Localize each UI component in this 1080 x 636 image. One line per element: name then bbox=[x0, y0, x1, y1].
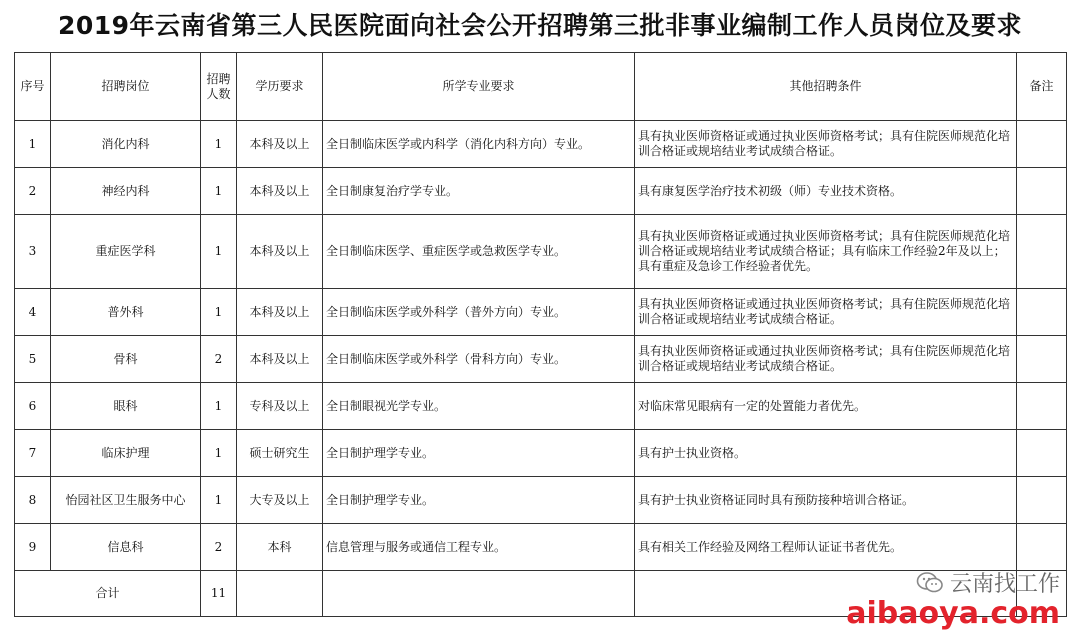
page-title: 2019年云南省第三人民医院面向社会公开招聘第三批非事业编制工作人员岗位及要求 bbox=[57, 11, 1023, 40]
header-position: 招聘岗位 bbox=[51, 53, 201, 121]
table-row bbox=[15, 477, 1067, 524]
cell-major: 全日制护理学专业。 bbox=[323, 430, 635, 477]
cell-remark bbox=[1017, 121, 1067, 168]
cell-position: 神经内科 bbox=[51, 168, 201, 215]
cell-position: 骨科 bbox=[51, 336, 201, 383]
watermark-line1: 云南找工作 bbox=[949, 572, 1060, 597]
header-remark: 备注 bbox=[1017, 53, 1067, 121]
cell-education: 本科 bbox=[237, 524, 323, 571]
cell-education: 专科及以上 bbox=[237, 383, 323, 430]
cell-count: 1 bbox=[201, 215, 237, 289]
header-education: 学历要求 bbox=[237, 53, 323, 121]
cell-remark bbox=[1017, 383, 1067, 430]
table-row bbox=[15, 430, 1067, 477]
cell-remark bbox=[1017, 430, 1067, 477]
header-major: 所学专业要求 bbox=[323, 53, 635, 121]
cell-index: 6 bbox=[15, 383, 51, 430]
cell-major: 全日制临床医学、重症医学或急救医学专业。 bbox=[323, 215, 635, 289]
cell-other: 具有执业医师资格证或通过执业医师资格考试；具有住院医师规范化培训合格证或规培结业考试成绩合格证。 bbox=[635, 121, 1017, 168]
cell-other: 具有相关工作经验及网络工程师认证证书者优先。 bbox=[635, 524, 1017, 571]
table-row bbox=[15, 121, 1067, 168]
cell-count: 1 bbox=[201, 477, 237, 524]
cell-position: 眼科 bbox=[51, 383, 201, 430]
cell-index: 8 bbox=[15, 477, 51, 524]
cell-other: 具有执业医师资格证或通过执业医师资格考试；具有住院医师规范化培训合格证或规培结业考试成绩合格证；具有临床工作经验2年及以上；具有重症及急诊工作经验者优先。 bbox=[635, 215, 1017, 289]
cell-position: 怡园社区卫生服务中心 bbox=[51, 477, 201, 524]
recruitment-table bbox=[14, 52, 1067, 617]
cell-major: 全日制护理学专业。 bbox=[323, 477, 635, 524]
table-row bbox=[15, 336, 1067, 383]
cell-index: 3 bbox=[15, 215, 51, 289]
total-label: 合计 bbox=[15, 571, 201, 617]
cell-position: 消化内科 bbox=[51, 121, 201, 168]
cell-count: 1 bbox=[201, 430, 237, 477]
header-other: 其他招聘条件 bbox=[635, 53, 1017, 121]
cell-other: 具有护士执业资格。 bbox=[635, 430, 1017, 477]
watermark bbox=[846, 567, 1060, 630]
cell-index: 5 bbox=[15, 336, 51, 383]
cell-major: 全日制临床医学或外科学（普外方向）专业。 bbox=[323, 289, 635, 336]
cell-count: 2 bbox=[201, 524, 237, 571]
wechat-icon bbox=[916, 571, 944, 595]
cell-education: 本科及以上 bbox=[237, 215, 323, 289]
cell-education: 本科及以上 bbox=[237, 289, 323, 336]
total-empty-major bbox=[323, 571, 635, 617]
table-row bbox=[15, 383, 1067, 430]
table-row bbox=[15, 215, 1067, 289]
cell-remark bbox=[1017, 289, 1067, 336]
cell-other: 具有康复医学治疗技术初级（师）专业技术资格。 bbox=[635, 168, 1017, 215]
cell-position: 普外科 bbox=[51, 289, 201, 336]
cell-index: 9 bbox=[15, 524, 51, 571]
table-row bbox=[15, 524, 1067, 571]
cell-major: 信息管理与服务或通信工程专业。 bbox=[323, 524, 635, 571]
watermark-line2: aibaoya.com bbox=[846, 596, 1060, 631]
cell-position: 重症医学科 bbox=[51, 215, 201, 289]
total-empty-education bbox=[237, 571, 323, 617]
cell-index: 4 bbox=[15, 289, 51, 336]
cell-count: 1 bbox=[201, 383, 237, 430]
cell-other: 具有执业医师资格证或通过执业医师资格考试；具有住院医师规范化培训合格证或规培结业考试成绩合格证。 bbox=[635, 336, 1017, 383]
cell-education: 大专及以上 bbox=[237, 477, 323, 524]
cell-other: 具有执业医师资格证或通过执业医师资格考试；具有住院医师规范化培训合格证或规培结业考试成绩合格证。 bbox=[635, 289, 1017, 336]
cell-index: 1 bbox=[15, 121, 51, 168]
cell-major: 全日制康复治疗学专业。 bbox=[323, 168, 635, 215]
cell-remark bbox=[1017, 336, 1067, 383]
cell-other: 对临床常见眼病有一定的处置能力者优先。 bbox=[635, 383, 1017, 430]
cell-position: 临床护理 bbox=[51, 430, 201, 477]
cell-count: 1 bbox=[201, 168, 237, 215]
cell-count: 1 bbox=[201, 121, 237, 168]
cell-education: 本科及以上 bbox=[237, 168, 323, 215]
header-index: 序号 bbox=[15, 53, 51, 121]
header-count: 招聘人数 bbox=[201, 53, 237, 121]
cell-count: 2 bbox=[201, 336, 237, 383]
cell-index: 2 bbox=[15, 168, 51, 215]
cell-education: 硕士研究生 bbox=[237, 430, 323, 477]
table-row bbox=[15, 289, 1067, 336]
cell-remark bbox=[1017, 168, 1067, 215]
cell-education: 本科及以上 bbox=[237, 336, 323, 383]
table-header-row bbox=[15, 53, 1067, 121]
cell-index: 7 bbox=[15, 430, 51, 477]
watermark-line1-wrap bbox=[846, 567, 1060, 598]
cell-remark bbox=[1017, 215, 1067, 289]
cell-other: 具有护士执业资格证同时具有预防接种培训合格证。 bbox=[635, 477, 1017, 524]
cell-position: 信息科 bbox=[51, 524, 201, 571]
cell-count: 1 bbox=[201, 289, 237, 336]
cell-remark bbox=[1017, 524, 1067, 571]
total-count: 11 bbox=[201, 571, 237, 617]
cell-education: 本科及以上 bbox=[237, 121, 323, 168]
cell-major: 全日制临床医学或内科学（消化内科方向）专业。 bbox=[323, 121, 635, 168]
cell-major: 全日制眼视光学专业。 bbox=[323, 383, 635, 430]
table-row bbox=[15, 168, 1067, 215]
cell-major: 全日制临床医学或外科学（骨科方向）专业。 bbox=[323, 336, 635, 383]
cell-remark bbox=[1017, 477, 1067, 524]
